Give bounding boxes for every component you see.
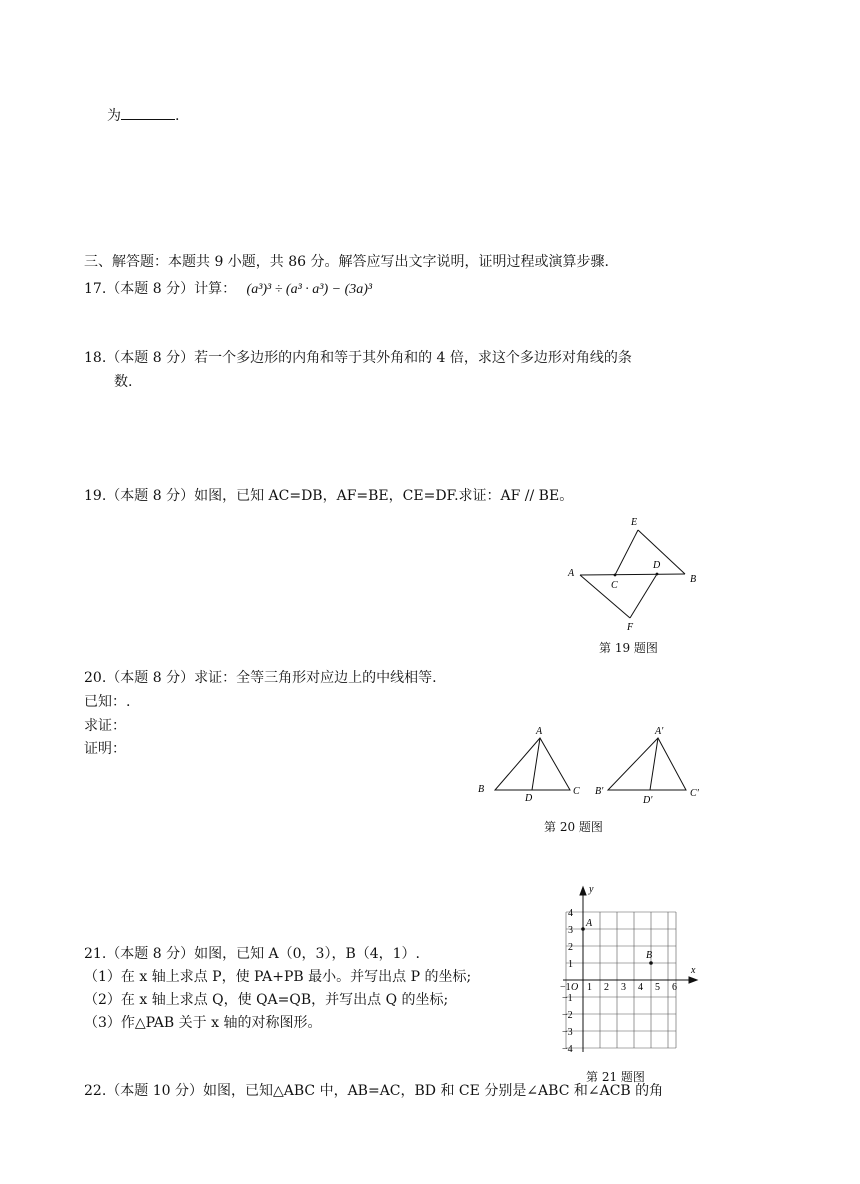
q21-xtick-2: 2 <box>604 982 609 993</box>
q22-points: （本题 10 分） <box>106 1083 203 1099</box>
q19-label-e: E <box>631 517 638 528</box>
q21-part3: （3）作△PAB 关于 x 轴的对称图形。 <box>84 1015 322 1031</box>
q20-proof: 证明： <box>84 741 126 757</box>
q20-prove: 求证： <box>84 718 126 734</box>
q19 <box>84 486 573 506</box>
q21-ytick-1: 1 <box>568 959 573 970</box>
q19-text: 如图，已知 AC=DB，AF=BE，CE=DF.求证：AF // BE。 <box>194 488 574 504</box>
q18-text-line2: 数. <box>114 374 133 390</box>
q21-axis-y: y <box>589 884 594 895</box>
q20-label-b-prime: B' <box>595 786 604 797</box>
q21-points: （本题 8 分） <box>106 946 195 962</box>
q22-text: 如图，已知△ABC 中，AB=AC，BD 和 CE 分别是∠ABC 和∠ACB 的角 <box>202 1083 664 1099</box>
q20-text: 求证：全等三角形对应边上的中线相等. <box>194 670 437 686</box>
q18-line1 <box>84 348 632 368</box>
q19-label-f: F <box>627 622 634 633</box>
q17-expression: (a³)³ ÷ (a³ · a³) − (3a)³ <box>246 282 373 297</box>
q20-number: 20. <box>84 670 107 686</box>
q21-point-a: A <box>586 918 593 929</box>
q20-points: （本题 8 分） <box>106 670 195 686</box>
q19-number: 19. <box>84 488 107 504</box>
answer-blank[interactable] <box>121 105 175 120</box>
q21-part1: （1）在 x 轴上求点 P，使 PA+PB 最小。并写出点 P 的坐标; <box>84 969 472 985</box>
q21-xtick-5: 5 <box>655 982 660 993</box>
q22-number: 22. <box>84 1083 107 1099</box>
q19-caption: 第 19 题图 <box>599 641 658 655</box>
q19-label-c: C <box>611 580 618 591</box>
q20-given: 已知：. <box>84 694 131 710</box>
q20-label-c-prime: C' <box>690 788 699 799</box>
q17-prompt: 计算： <box>194 281 237 297</box>
q21-xtick-4: 4 <box>638 982 643 993</box>
q18-points: （本题 8 分） <box>106 350 195 366</box>
q19-label-b: B <box>690 574 697 585</box>
q21-number: 21. <box>84 946 107 962</box>
q19-label-d: D <box>653 560 661 571</box>
q19-label-a: A <box>568 568 575 579</box>
q21-xtick-neg1: −1 <box>560 982 571 993</box>
q20-label-a: A <box>536 726 543 737</box>
q21-axis-x: x <box>691 965 696 976</box>
q21-ytick-2: 2 <box>568 942 573 953</box>
q21-ytick-neg4: −4 <box>562 1044 573 1055</box>
q20-label-c: C <box>573 786 580 797</box>
q21-ytick-3: 3 <box>568 925 573 936</box>
q21-origin: O <box>571 982 579 993</box>
q21-point-b: B <box>646 950 653 961</box>
q19-points: （本题 8 分） <box>106 488 195 504</box>
q19-figure <box>560 510 710 635</box>
q16-answer-line <box>107 105 179 126</box>
q21-xtick-1: 1 <box>587 982 592 993</box>
q18-text-line1: 若一个多边形的内角和等于其外角和的 4 倍，求这个多边形对角线的条 <box>194 350 632 366</box>
q20-label-a-prime: A' <box>655 726 664 737</box>
q20-caption: 第 20 题图 <box>544 820 603 834</box>
q21-ytick-neg3: −3 <box>562 1027 573 1038</box>
q16-prefix: 为 <box>107 108 121 124</box>
q21-ytick-neg1: −1 <box>562 993 573 1004</box>
q21-xtick-6: 6 <box>672 982 677 993</box>
q21-ytick-4: 4 <box>568 908 573 919</box>
q21-caption: 第 21 题图 <box>586 1070 645 1084</box>
q21-ytick-neg2: −2 <box>562 1010 573 1021</box>
section-heading: 三、解答题：本题共 9 小题，共 86 分。解答应写出文字说明，证明过程或演算步骤. <box>84 254 609 270</box>
q17 <box>84 279 372 300</box>
q20-label-b: B <box>478 784 485 795</box>
q21-text: 如图，已知 A（0，3），B（4，1）. <box>194 946 421 962</box>
q16-suffix: . <box>175 108 180 124</box>
q20-figure <box>470 720 715 810</box>
q21 <box>84 944 420 964</box>
q20-label-d-prime: D' <box>643 795 653 806</box>
q22 <box>84 1081 663 1101</box>
q21-xtick-3: 3 <box>621 982 626 993</box>
q17-number: 17. <box>84 281 107 297</box>
q18-number: 18. <box>84 350 107 366</box>
q21-coordinate-grid <box>555 882 705 1057</box>
q20-label-d: D <box>525 793 533 804</box>
q17-points: （本题 8 分） <box>106 281 195 297</box>
q20 <box>84 668 437 688</box>
q21-part2: （2）在 x 轴上求点 Q，使 QA=QB，并写出点 Q 的坐标; <box>84 992 449 1008</box>
